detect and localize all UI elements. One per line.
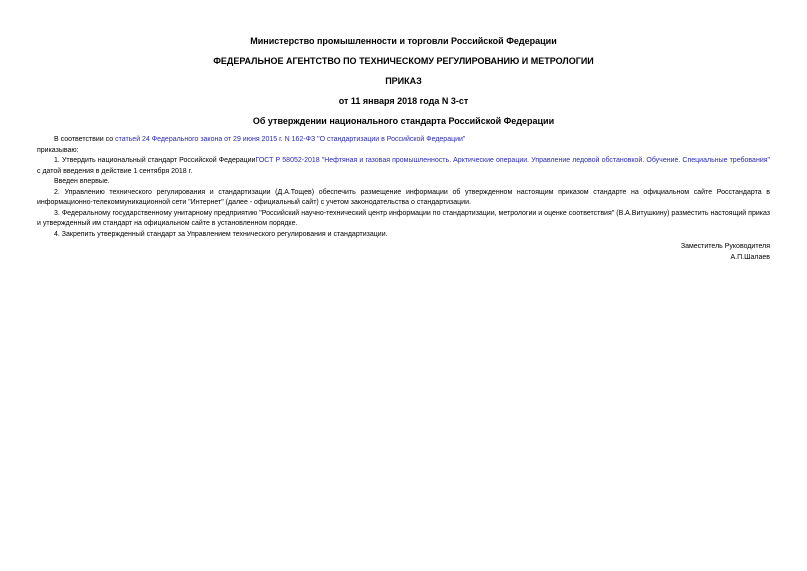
item-3-paragraph: 3. Федеральному государственному унитарному предприятию "Российский научно-технический центр информации по стандартизации, метрологии и оценке соответствия" (В.А.Витушкину) разместить настоящий приказ и утвержденный им стандарт на официальном сайте в установленном порядке. bbox=[37, 209, 770, 227]
item-1-prefix: 1. Утвердить национальный стандарт Российской Федерации bbox=[54, 157, 256, 164]
item-4-paragraph: 4. Закрепить утвержденный стандарт за Управлением технического регулирования и стандартизации. bbox=[54, 230, 388, 238]
signature-block bbox=[37, 242, 770, 263]
agency-heading: ФЕДЕРАЛЬНОЕ АГЕНТСТВО ПО ТЕХНИЧЕСКОМУ РЕГУЛИРОВАНИЮ И МЕТРОЛОГИИ bbox=[213, 56, 594, 66]
document-body bbox=[37, 135, 770, 240]
order-word: приказываю: bbox=[37, 146, 79, 154]
gost-standard-link[interactable]: ГОСТ Р 58052-2018 "Нефтяная и газовая промышленность. Арктические операции. Управление ледовой обстановкой. Обучение. Специальные требования" bbox=[255, 157, 771, 164]
federal-law-link[interactable]: статьей 24 Федерального закона от 29 июня 2015 г. N 162-ФЗ "О стандартизации в Российской Федерации" bbox=[115, 136, 466, 143]
item-1-paragraph bbox=[37, 156, 770, 177]
preamble-paragraph bbox=[37, 135, 770, 146]
ministry-heading: Министерство промышленности и торговли Российской Федерации bbox=[250, 36, 557, 46]
date-number-heading: от 11 января 2018 года N 3-ст bbox=[338, 96, 469, 106]
introduced-note: Введен впервые. bbox=[54, 178, 110, 185]
document-type-heading: ПРИКАЗ bbox=[385, 76, 422, 86]
preamble-prefix: В соответствии со bbox=[54, 136, 116, 143]
signatory-name: А.П.Шалаев bbox=[730, 253, 770, 261]
signatory-position: Заместитель Руководителя bbox=[680, 243, 770, 250]
item-2-paragraph: 2. Управлению технического регулирования и стандартизации (Д.А.Тощев) обеспечить размещение информации об утвержденном настоящим приказом стандарте на официальном сайте Росстандарта в информационно-телекоммуникационной сети "Интернет" (далее - официальный сайт) с учетом законодательства о стандартизации. bbox=[37, 188, 770, 206]
subject-heading: Об утверждении национального стандарта Российской Федерации bbox=[252, 116, 555, 126]
document-page bbox=[37, 36, 770, 263]
item-1-suffix: с датой введения в действие 1 сентября 2018 г. bbox=[37, 167, 193, 175]
